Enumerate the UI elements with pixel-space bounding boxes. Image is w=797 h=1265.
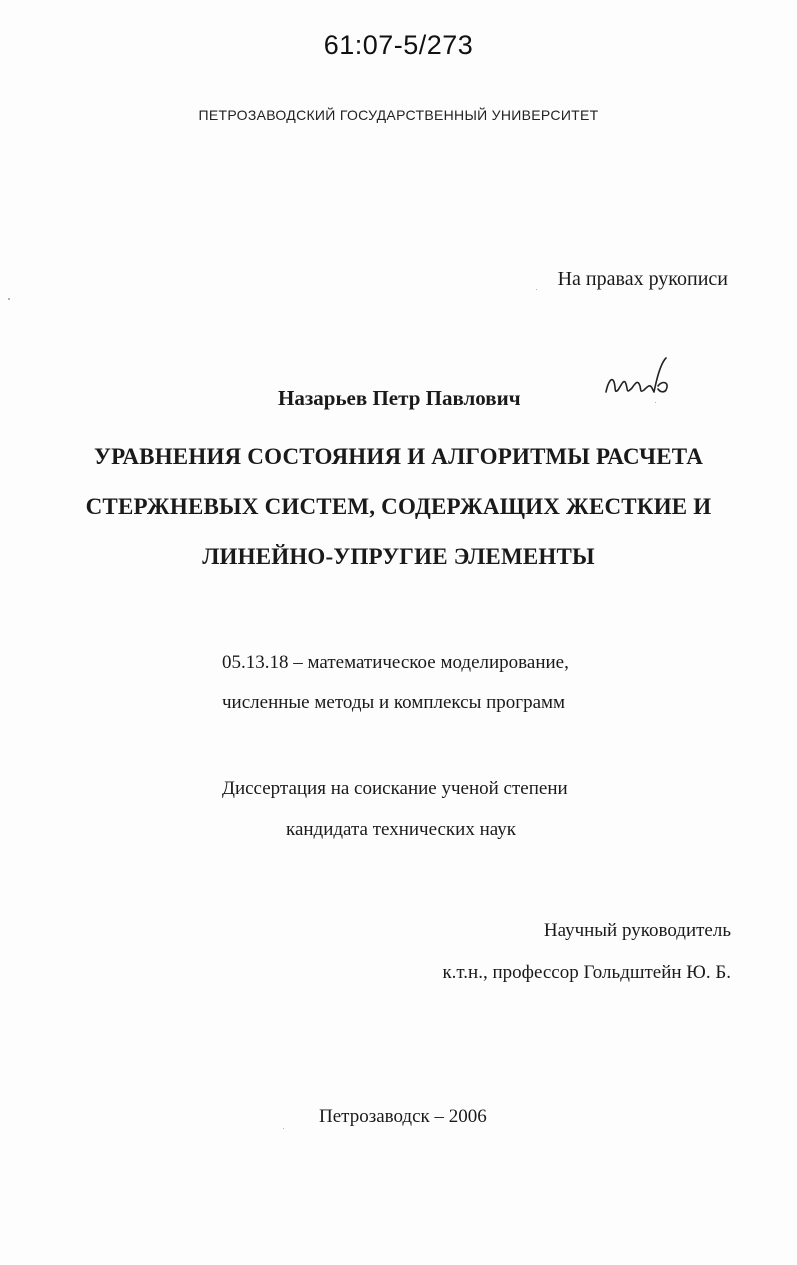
- supervisor-label: Научный руководитель: [543, 920, 731, 941]
- degree-line-2: кандидата технических наук: [286, 819, 516, 840]
- specialty-line-1: 05.13.18 – математическое моделирование,: [222, 652, 569, 673]
- university-name: ПЕТРОЗАВОДСКИЙ ГОСУДАРСТВЕННЫЙ УНИВЕРСИТЕТ: [198, 107, 599, 123]
- title-line-2: СТЕРЖНЕВЫХ СИСТЕМ, СОДЕРЖАЩИХ ЖЕСТКИЕ И: [85, 494, 712, 519]
- place-and-year: Петрозаводск – 2006: [319, 1106, 487, 1127]
- degree-line-1: Диссертация на соискание ученой степени: [222, 778, 568, 799]
- scan-speck: [655, 402, 656, 403]
- scan-speck: [283, 1128, 284, 1129]
- title-line-1: УРАВНЕНИЯ СОСТОЯНИЯ И АЛГОРИТМЫ РАСЧЕТА: [93, 444, 704, 469]
- supervisor-name: к.т.н., профессор Гольдштейн Ю. Б.: [442, 962, 731, 983]
- scan-speck: [8, 298, 10, 300]
- author-name: Назарьев Петр Павлович: [278, 386, 521, 410]
- title-line-3: ЛИНЕЙНО-УПРУГИЕ ЭЛЕМЕНТЫ: [202, 544, 595, 569]
- handwritten-signature: [596, 352, 676, 404]
- rights-note: На правах рукописи: [557, 268, 728, 290]
- scan-speck: [536, 289, 537, 290]
- specialty-line-2: численные методы и комплексы программ: [222, 692, 566, 713]
- catalog-number: 61:07-5/273: [323, 30, 474, 60]
